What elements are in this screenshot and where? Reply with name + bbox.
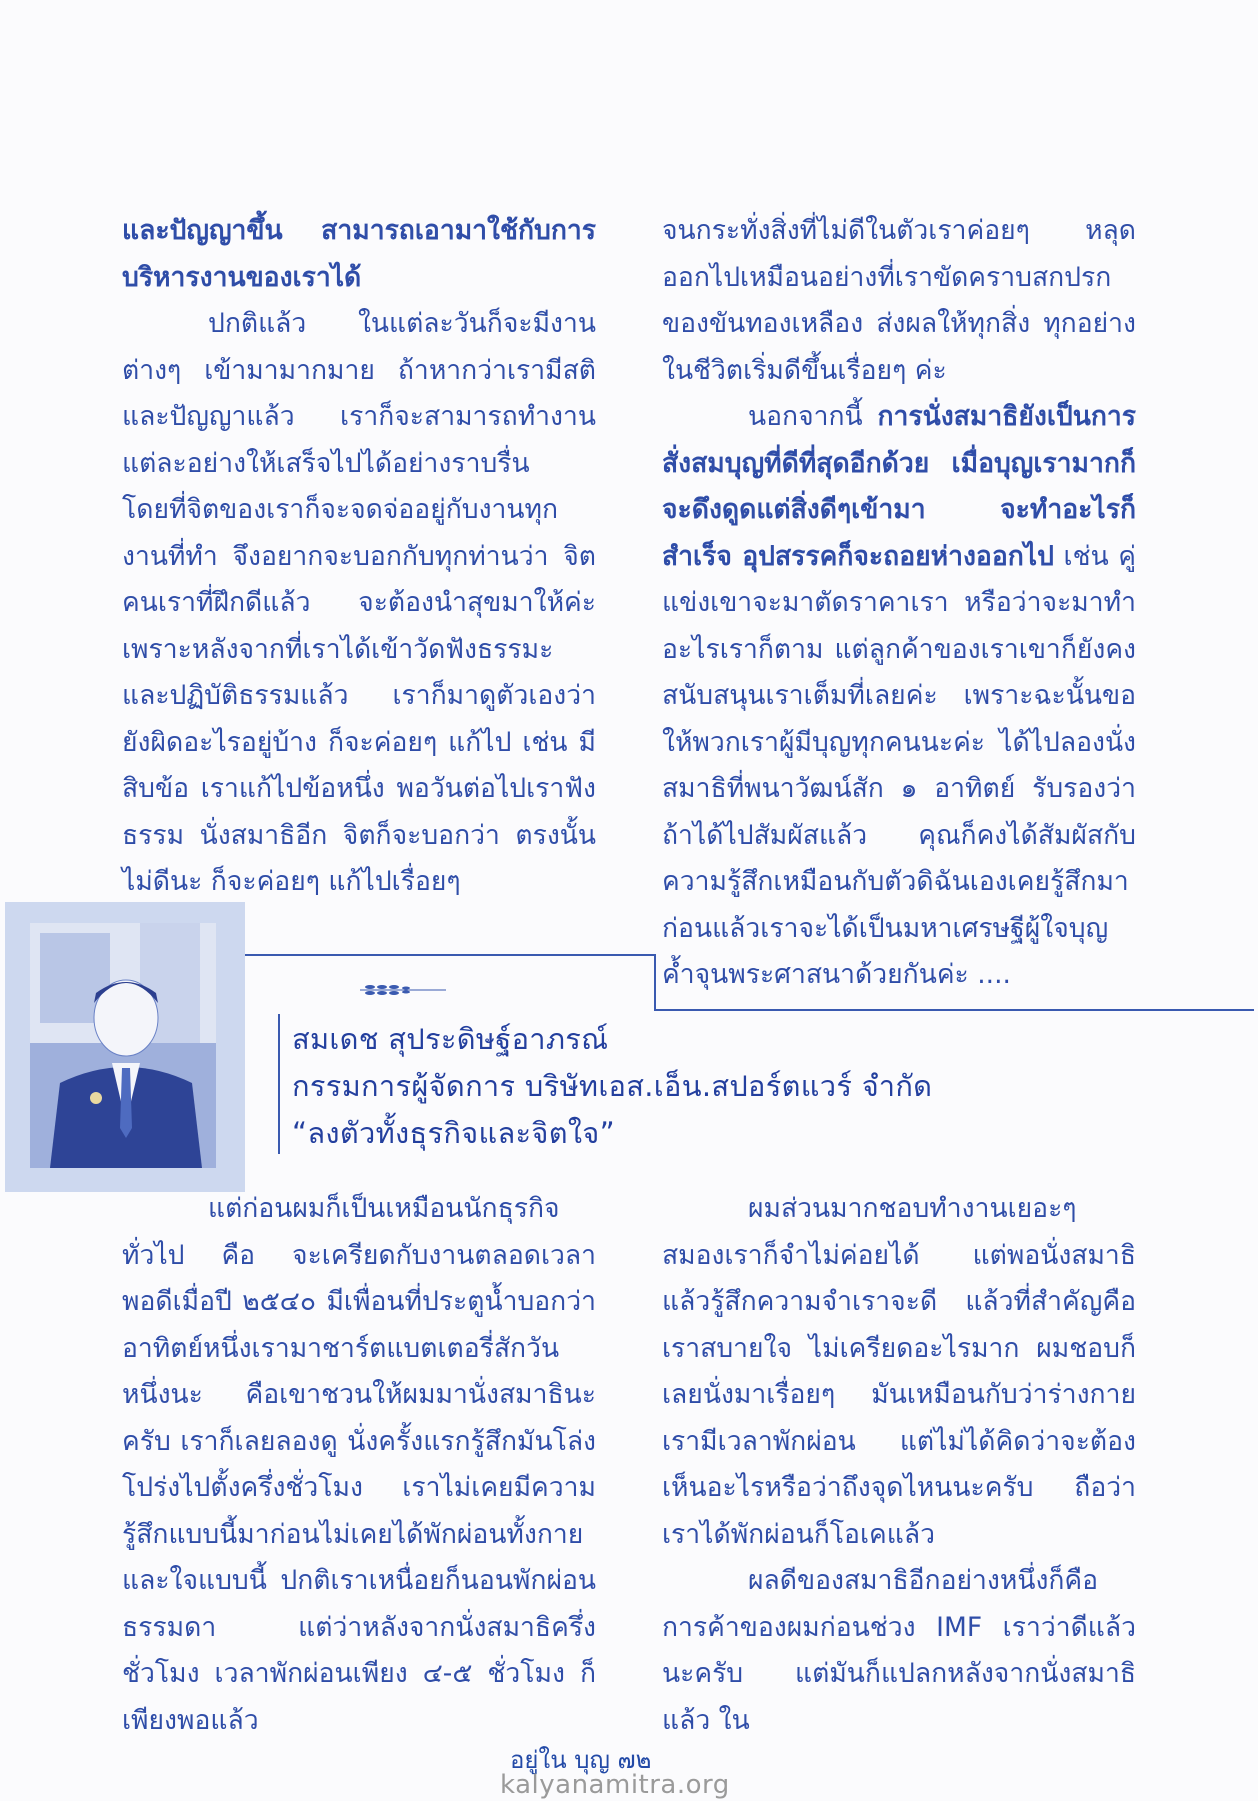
portrait-photo (30, 923, 216, 1168)
paragraph-prefix: นอกจากนี้ (748, 401, 878, 432)
paragraph (662, 394, 1136, 999)
paragraph: ผมส่วนมากชอบทำงานเยอะๆ สมองเราก็จำไม่ค่อยได้ แต่พอนั่งสมาธิแล้วรู้สึกความจำเราจะดี แล้วที่สำคัญคือ เราสบายใจ ไม่เครียดอะไรมาก ผมชอบก็เลยนั่งมาเรื่อยๆ มันเหมือนกับว่าร่างกายเรามีเวลาพักผ่อน แต่ไม่ได้คิดว่าจะต้องเห็นอะไรหรือว่าถึงจุดไหนนะครับ ถือว่าเราได้พักผ่อนก็โอเคแล้ว (662, 1193, 1136, 1550)
byline-rule (278, 1014, 280, 1154)
page-footer-label: อยู่ใน บุญ ๗๒ (510, 1746, 652, 1774)
paragraph: ผลดีของสมาธิอีกอย่างหนึ่งก็คือการค้าของผมก่อนช่วง IMF เราว่าดีแล้วนะครับ แต่มันก็แปลกหลังจากนั่งสมาธิแล้ว ใน (662, 1565, 1136, 1736)
wheat-ornament-icon (358, 982, 448, 998)
divider-line (654, 1009, 1254, 1011)
byline-position: กรรมการผู้จัดการ บริษัทเอส.เอ็น.สปอร์ตแวร์ จำกัด (292, 1069, 933, 1103)
paragraph-emphasis: การนั่งสมาธิยังเป็นการสั่งสมบุญที่ดีที่สุดอีกด้วย เมื่อบุญเรามากก็จะดึงดูดแต่สิ่งดีๆเข้ามา จะทำอะไรก็สำเร็จ อุปสรรคก็จะถอยห่างออกไป (662, 401, 1136, 572)
byline-quote: “ลงตัวทั้งธุรกิจและจิตใจ” (292, 1116, 615, 1150)
paragraph: ปกติแล้ว ในแต่ละวันก็จะมีงานต่างๆ เข้ามามากมาย ถ้าหากว่าเรามีสติและปัญญาแล้ว เราก็จะสามารถทำงานแต่ละอย่างให้เสร็จไปได้อย่างราบรื่น โดยที่จิตของเราก็จะจดจ่ออยู่กับงานทุกงานที่ทำ จึงอยากจะบอกกับทุกท่านว่า จิตคนเราที่ฝึกดีแล้ว จะต้องนำสุขมาให้ค่ะ เพราะหลังจากที่เราได้เข้าวัดฟังธรรมะ และปฏิบัติธรรมแล้ว เราก็มาดูตัวเองว่า ยังผิดอะไรอยู่บ้าง ก็จะค่อยๆ แก้ไป เช่น มีสิบข้อ เราแก้ไปข้อหนึ่ง พอวันต่อไปเราฟังธรรม นั่งสมาธิอีก จิตก็จะบอกว่า ตรงนั้นไม่ดีนะ ก็จะค่อยๆ แก้ไปเรื่อยๆ (122, 308, 596, 897)
article-column-top-right (662, 208, 1136, 999)
paragraph: แต่ก่อนผมก็เป็นเหมือนนักธุรกิจทั่วไป คือ จะเครียดกับงานตลอดเวลา พอดีเมื่อปี ๒๕๔๐ มีเพื่อนที่ประตูน้ำบอกว่า อาทิตย์หนึ่งเรามาชาร์ตแบตเตอรี่สักวันหนึ่งนะ คือเขาชวนให้ผมมานั่งสมาธินะครับ เราก็เลยลองดู นั่งครั้งแรกรู้สึกมันโล่งโปร่งไปตั้งครึ่งชั่วโมง เราไม่เคยมีความรู้สึกแบบนี้มาก่อนไม่เคยได้พักผ่อนทั้งกายและใจแบบนี้ ปกติเราเหนื่อยก็นอนพักผ่อนธรรมดา แต่ว่าหลังจากนั่งสมาธิครึ่งชั่วโมง เวลาพักผ่อนเพียง ๔-๕ ชั่วโมง ก็เพียงพอแล้ว (122, 1193, 596, 1736)
paragraph: จนกระทั่งสิ่งที่ไม่ดีในตัวเราค่อยๆ หลุดออกไปเหมือนอย่างที่เราขัดคราบสกปรกของขันทองเหลือง ส่งผลให้ทุกสิ่ง ทุกอย่างในชีวิตเริ่มดีขึ้นเรื่อยๆ ค่ะ (662, 215, 1136, 386)
paragraph-suffix: เช่น คู่แข่งเขาจะมาตัดราคาเรา หรือว่าจะมาทำอะไรเราก็ตาม แต่ลูกค้าของเราเขาก็ยังคงสนับสนุนเราเต็มที่เลยค่ะ เพราะฉะนั้นขอให้พวกเราผู้มีบุญทุกคนนะค่ะ ได้ไปลองนั่งสมาธิที่พนาวัฒน์สัก ๑ อาทิตย์ รับรองว่าถ้าได้ไปสัมผัสแล้ว คุณก็คงได้สัมผัสกับความรู้สึกเหมือนกับตัวดิฉันเองเคยรู้สึกมาก่อนแล้วเราจะได้เป็นมหาเศรษฐีผู้ใจบุญค้ำจุนพระศาสนาด้วยกันค่ะ .... (662, 540, 1137, 990)
article-column-bottom-left (122, 1186, 596, 1744)
divider-line (245, 954, 655, 956)
article-column-bottom-right (662, 1186, 1136, 1744)
watermark-text: kalyanamitra.org (500, 1770, 730, 1800)
divider-line (654, 954, 656, 1009)
paragraph: และปัญญาขึ้น สามารถเอามาใช้กับการบริหารงานของเราได้ (122, 215, 596, 293)
byline-name: สมเดช สุประดิษฐ์อาภรณ์ (292, 1022, 609, 1056)
portrait-illustration (30, 923, 216, 1168)
article-column-top-left (122, 208, 596, 906)
